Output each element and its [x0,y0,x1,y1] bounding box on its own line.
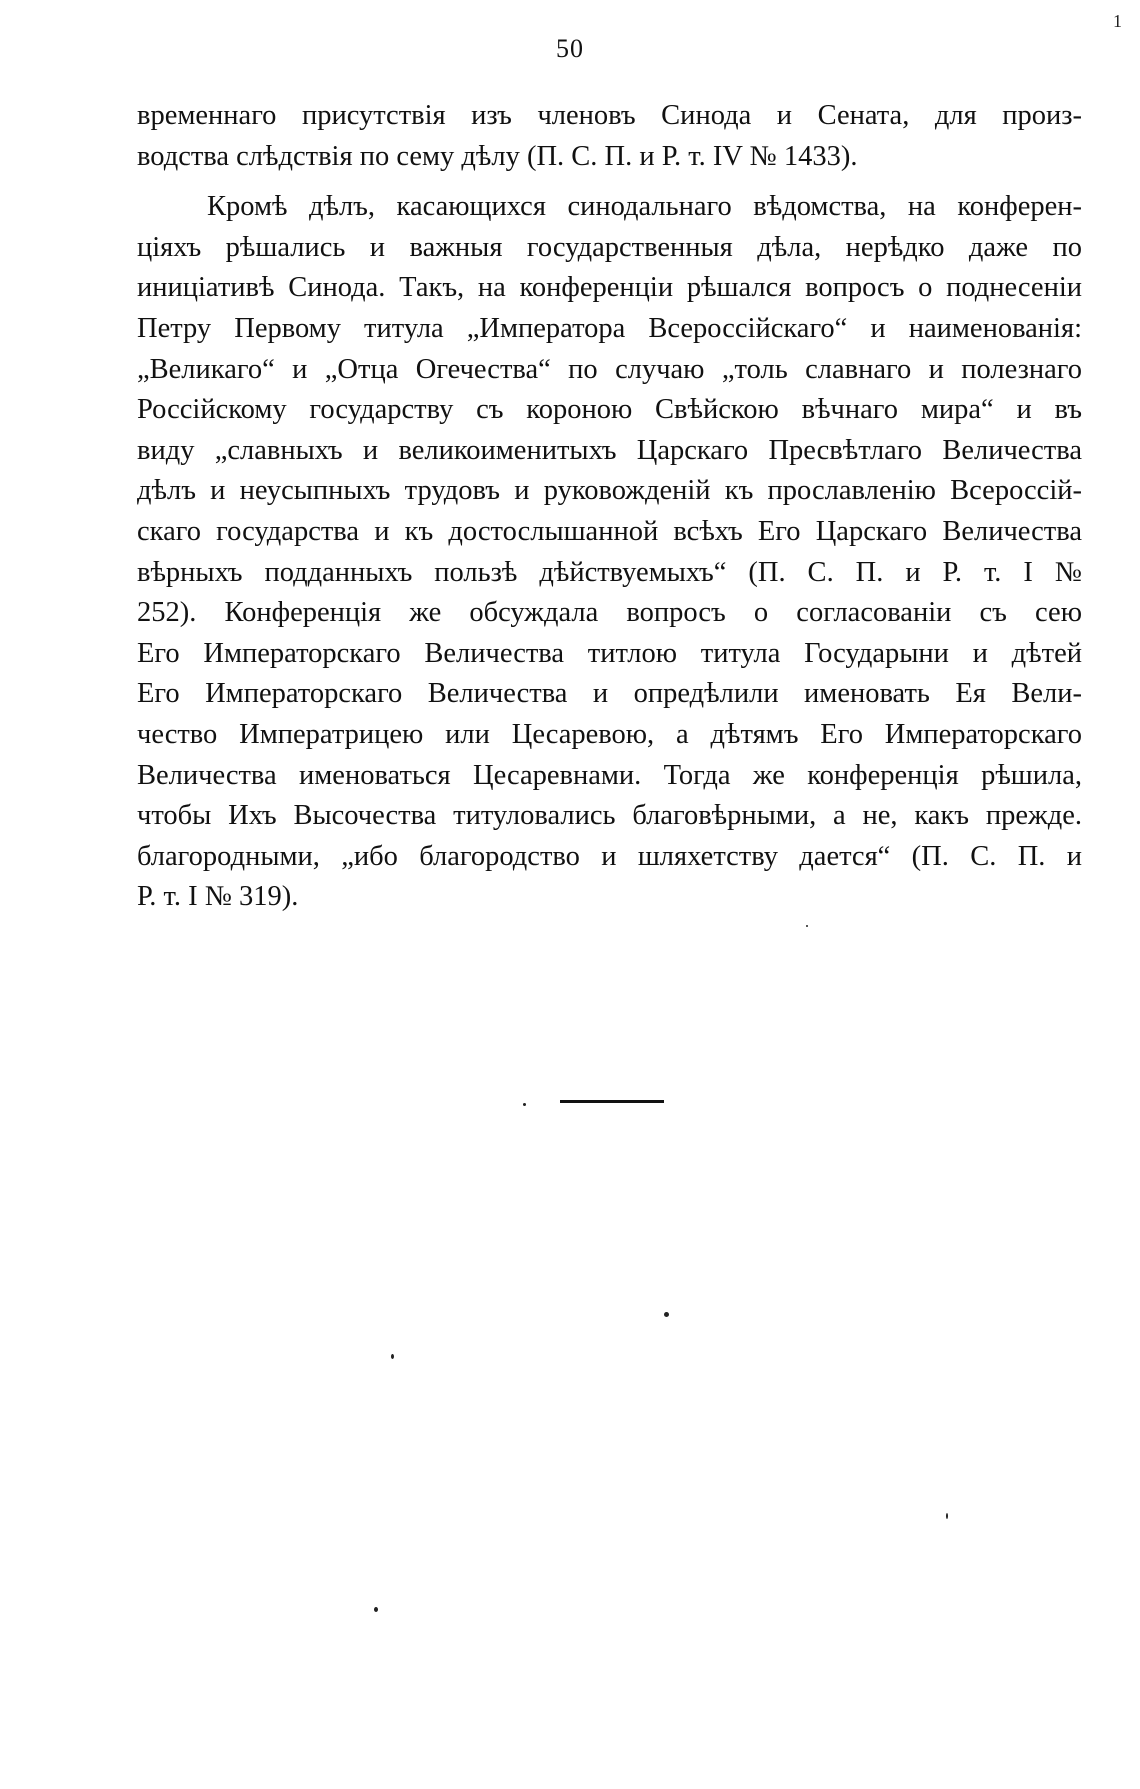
scan-speck [664,1312,669,1317]
scan-speck [806,925,808,927]
text-line: Россійскому государству съ короною Свѣйскою вѣчнаго мира“ и въ [137,394,1082,426]
corner-mark: 1 [1113,11,1122,31]
text-line: иниціативѣ Синода. Такъ, на конференціи рѣшался вопросъ о поднесеніи [137,272,1082,304]
text-line: Величества именоваться Цесаревнами. Тогда же конференція рѣшила, [137,759,1082,791]
text-line: Его Императорскаго Величества и опредѣлили именовать Ея Вели- [137,678,1082,710]
text-line: ціяхъ рѣшались и важныя государственныя дѣла, нерѣдко даже по [137,231,1082,263]
text-line: виду „славныхъ и великоименитыхъ Царскаго Пресвѣтлаго Величества [137,434,1082,466]
scan-speck [946,1513,948,1519]
text-line: дѣлъ и неусыпныхъ трудовъ и руковожденій къ прославленію Всероссій- [137,475,1082,507]
text-line: 252). Конференція же обсуждала вопросъ о согласованіи съ сею [137,597,1082,629]
section-end-rule [560,1100,664,1103]
text-line: вѣрныхъ подданныхъ пользѣ дѣйствуемыхъ“ (П. С. П. и Р. т. I № [137,556,1082,588]
text-line: Кромѣ дѣлъ, касающихся синодальнаго вѣдомства, на конферен- [207,191,1082,223]
text-line: чтобы Ихъ Высочества титуловались благовѣрными, а не, какъ прежде. [137,800,1082,832]
text-line: чество Императрицею или Цесаревою, а дѣтямъ Его Императорскаго [137,718,1082,750]
scan-speck [523,1103,526,1106]
text-line: временнаго присутствія изъ членовъ Синода и Сената, для произ- [137,100,1082,131]
body-text [137,96,1082,918]
scan-speck [391,1354,394,1359]
text-line: скаго государства и къ достослышанной всѣхъ Его Царскаго Величества [137,515,1082,547]
text-line: „Великаго“ и „Отца Огечества“ по случаю „толь славнаго и полезнаго [137,353,1082,385]
text-line: благородными, „ибо благородство и шляхетству дается“ (П. С. П. и [137,840,1082,872]
text-line: Его Императорскаго Величества титлою титула Государыни и дѣтей [137,637,1082,669]
text-line: водства слѣдствія по сему дѣлу (П. С. П. и Р. т. IV № 1433). [137,140,858,172]
text-line: Р. т. I № 319). [137,881,299,913]
page-number: 50 [556,34,584,63]
text-line: Петру Первому титула „Императора Всероссійскаго“ и наименованія: [137,312,1082,344]
scan-speck [374,1607,378,1612]
